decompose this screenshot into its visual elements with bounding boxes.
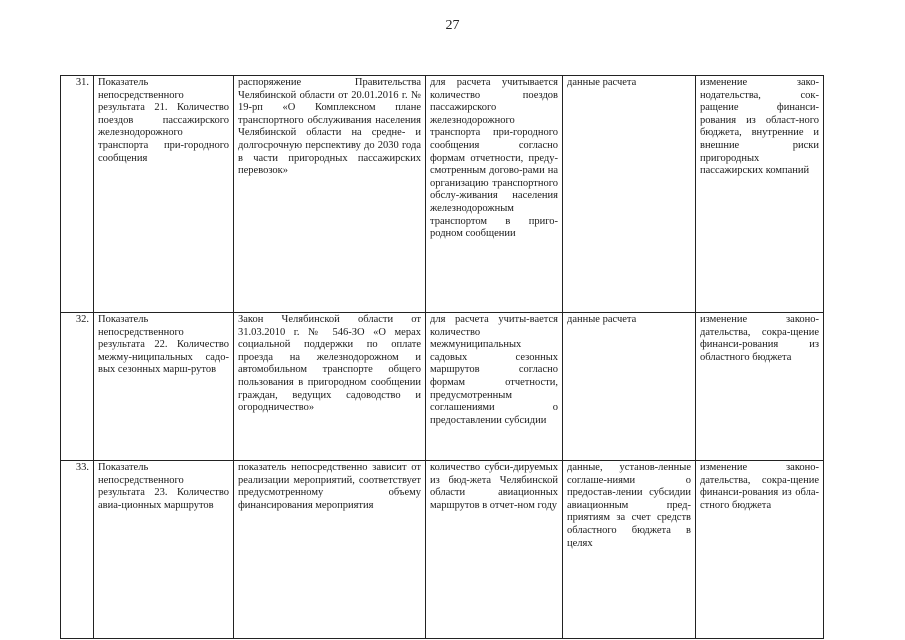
risks-cell: изменение зако-нодательства, сок-ращение финанси-рования из област-ного бюджета, внутренние и внешние риски пригородных пассажирских компаний: [696, 76, 824, 313]
table-row: [61, 313, 824, 461]
indicators-table: [60, 75, 824, 639]
legal-basis-cell: распоряжение Правительства Челябинской области от 20.01.2016 г. № 19-рп «О Комплексном плане транспортного обслуживания населения Челябинской области на средне- и долгосрочную перспективу до 2030 года в части пригородных пассажирских перевозок»: [234, 76, 426, 313]
calculation-method-cell: для расчета учитывается количество поездов пассажирского железнодорожного транспорта при-городного сообщения согласно формам отчетности, преду-смотренным догово-рами на организацию транспортного обслу-живания населения железнодорожным транспортом в приго-родном сообщении: [426, 76, 563, 313]
data-source-cell: данные расчета: [563, 76, 696, 313]
row-number: 32.: [61, 313, 94, 461]
risks-cell: изменение законо-дательства, сокра-щение финанси-рования из обла-стного бюджета: [696, 461, 824, 639]
table-row: [61, 76, 824, 313]
table-row: [61, 461, 824, 639]
calculation-method-cell: для расчета учиты-вается количество межмуниципальных садовых сезонных маршрутов согласно формам отчетности, предусмотренным соглашениями о предоставлении субсидии: [426, 313, 563, 461]
data-source-cell: данные, установ-ленные соглаше-ниями о предостав-лении субсидии авиационным пред-приятиям за счет средств областного бюджета в целях: [563, 461, 696, 639]
risks-cell: изменение законо-дательства, сокра-щение финанси-рования из областного бюджета: [696, 313, 824, 461]
data-source-cell: данные расчета: [563, 313, 696, 461]
row-number: 33.: [61, 461, 94, 639]
legal-basis-cell: показатель непосредственно зависит от реализации мероприятий, соответствует предусмотренному объему финансирования мероприятия: [234, 461, 426, 639]
legal-basis-cell: Закон Челябинской области от 31.03.2010 г. № 546-ЗО «О мерах социальной поддержки по оплате проезда на железнодорожном и автомобильном транспорте общего пользования в пригородном сообщении граждан, ведущих садоводство и огородничество»: [234, 313, 426, 461]
calculation-method-cell: количество субси-дируемых из бюд-жета Челябинской области авиационных маршрутов в отчет-ном году: [426, 461, 563, 639]
page-number: 27: [445, 18, 460, 33]
row-number: 31.: [61, 76, 94, 313]
indicator-cell: Показатель непосредственного результата 23. Количество авиа-ционных маршрутов: [94, 461, 234, 639]
indicator-cell: Показатель непосредственного результата 21. Количество поездов пассажирского железнодорожного транспорта при-городного сообщения: [94, 76, 234, 313]
indicator-cell: Показатель непосредственного результата 22. Количество межму-ниципальных садо-вых сезонных марш-рутов: [94, 313, 234, 461]
